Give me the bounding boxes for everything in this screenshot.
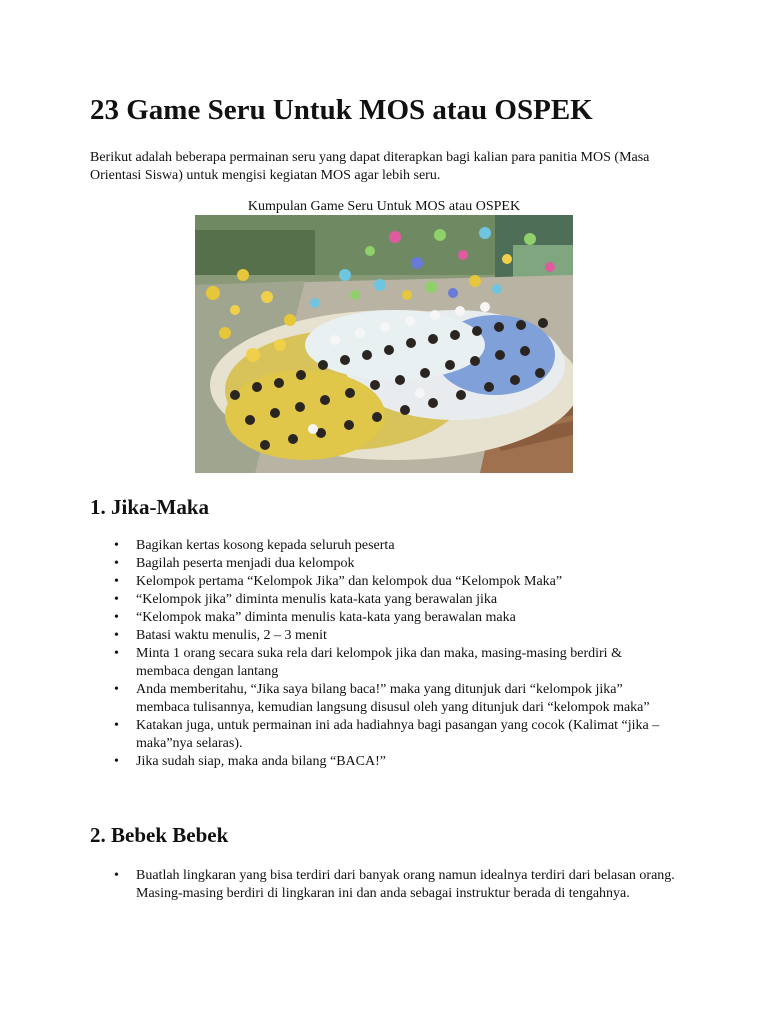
list-item: • “Kelompok jika” diminta menulis kata-kata yang berawalan jika	[136, 591, 676, 609]
intro-paragraph: Berikut adalah beberapa permainan seru yang dapat diterapkan bagi kalian para panitia MOS (Masa Orientasi Siswa) untuk mengisi kegiatan MOS agar lebih seru.	[90, 150, 650, 183]
crowd-photo	[195, 215, 573, 473]
page-title: 23 Game Seru Untuk MOS atau OSPEK	[90, 94, 593, 126]
section-heading-bebek-bebek: 2. Bebek Bebek	[90, 823, 229, 847]
list-item: • “Kelompok maka” diminta menulis kata-kata yang berawalan maka	[136, 609, 676, 627]
list-item: • Buatlah lingkaran yang bisa terdiri dari banyak orang namun idealnya terdiri dari belasan orang. Masing-masing berdiri di lingkaran ini dan anda sebagai instruktur berada di tengahnya.	[136, 867, 676, 903]
list-item: • Minta 1 orang secara suka rela dari kelompok jika dan maka, masing-masing berdiri & membaca dengan lantang	[136, 645, 676, 681]
list-item: • Katakan juga, untuk permainan ini ada hadiahnya bagi pasangan yang cocok (Kalimat “jika – maka”nya selaras).	[136, 717, 676, 753]
section-heading-jika-maka: 1. Jika-Maka	[90, 495, 210, 519]
list-item: • Anda memberitahu, “Jika saya bilang baca!” maka yang ditunjuk dari “kelompok jika” membaca tulisannya, kemudian langsung disusul oleh yang ditunjuk dari “kelompok maka”	[136, 681, 676, 717]
list-item: • Jika sudah siap, maka anda bilang “BACA!”	[136, 753, 676, 771]
bebek-bebek-list	[136, 867, 676, 903]
figure-caption: Kumpulan Game Seru Untuk MOS atau OSPEK	[247, 199, 521, 214]
jika-maka-list	[136, 537, 676, 771]
list-item: • Batasi waktu menulis, 2 – 3 menit	[136, 627, 676, 645]
list-item: • Bagikan kertas kosong kepada seluruh peserta	[136, 537, 676, 555]
list-item: • Kelompok pertama “Kelompok Jika” dan kelompok dua “Kelompok Maka”	[136, 573, 676, 591]
list-item: • Bagilah peserta menjadi dua kelompok	[136, 555, 676, 573]
